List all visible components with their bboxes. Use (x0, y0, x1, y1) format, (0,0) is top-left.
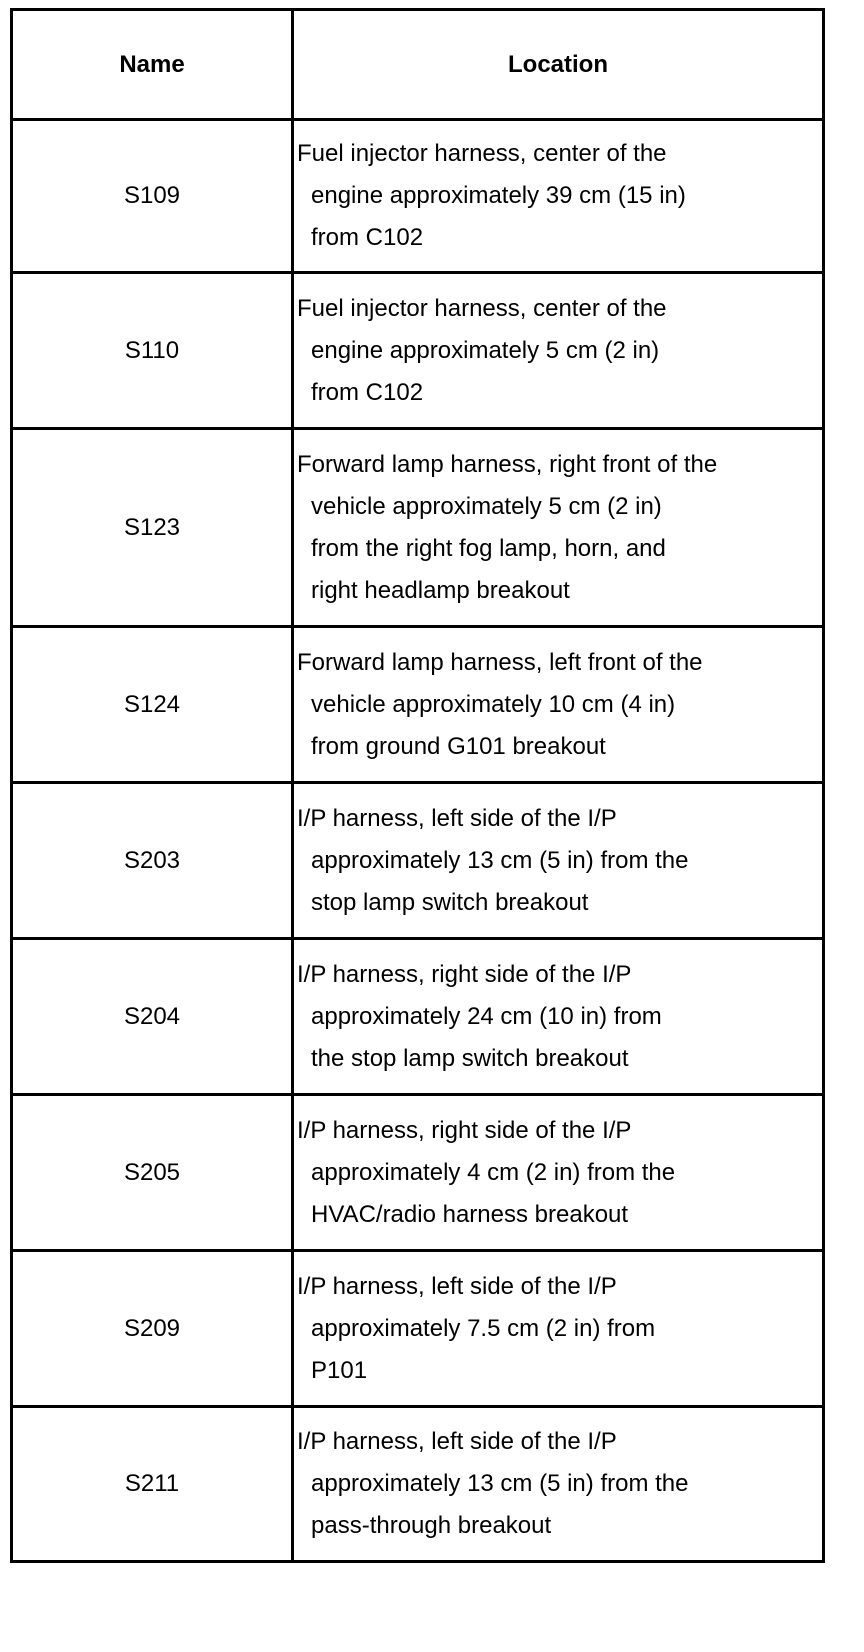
location-cell (294, 1408, 822, 1560)
location-column-header: Location (508, 50, 608, 78)
location-line: engine approximately 5 cm (2 in) (311, 336, 660, 364)
location-line: P101 (311, 1356, 368, 1384)
location-line: the stop lamp switch breakout (311, 1044, 629, 1072)
location-cell (294, 1252, 822, 1405)
splice-name-cell: S203 (13, 784, 294, 937)
table-row (13, 274, 822, 430)
location-line: right headlamp breakout (311, 576, 570, 604)
location-line: vehicle approximately 10 cm (4 in) (311, 690, 676, 718)
table-row (13, 430, 822, 628)
location-line: stop lamp switch breakout (311, 888, 589, 916)
table-row (13, 784, 822, 940)
location-line: I/P harness, left side of the I/P (297, 1272, 617, 1300)
location-line: from C102 (311, 378, 424, 406)
table-row (13, 628, 822, 784)
splice-name-cell: S110 (13, 274, 294, 427)
splice-location-table (10, 8, 825, 1563)
location-line: from C102 (311, 224, 424, 251)
location-cell (294, 274, 822, 427)
table-row (13, 1252, 822, 1408)
location-line: approximately 13 cm (5 in) from the (311, 846, 689, 874)
location-cell (294, 121, 822, 271)
splice-name-cell: S123 (13, 430, 294, 625)
table-row (13, 1408, 822, 1563)
splice-name-cell: S109 (13, 121, 294, 271)
location-line: from ground G101 breakout (311, 732, 606, 760)
location-line: Fuel injector harness, center of the (297, 140, 667, 167)
location-line: approximately 4 cm (2 in) from the (311, 1158, 676, 1186)
location-line: HVAC/radio harness breakout (311, 1200, 629, 1228)
splice-name-cell: S124 (13, 628, 294, 781)
location-cell (294, 430, 822, 625)
table-header-row (13, 11, 822, 121)
location-line: from the right fog lamp, horn, and (311, 534, 666, 562)
location-line: pass-through breakout (311, 1512, 552, 1539)
location-cell (294, 784, 822, 937)
location-line: approximately 24 cm (10 in) from (311, 1002, 662, 1030)
location-line: approximately 13 cm (5 in) from the (311, 1470, 689, 1497)
location-line: Forward lamp harness, right front of the (297, 450, 718, 478)
location-line: I/P harness, right side of the I/P (297, 1116, 632, 1144)
location-cell (294, 628, 822, 781)
name-column-header: Name (13, 11, 294, 118)
splice-name-cell: S209 (13, 1252, 294, 1405)
table-row (13, 1096, 822, 1252)
location-line: Forward lamp harness, left front of the (297, 648, 703, 676)
location-line: I/P harness, left side of the I/P (297, 1428, 617, 1455)
location-line: Fuel injector harness, center of the (297, 294, 667, 322)
location-line: engine approximately 39 cm (15 in) (311, 182, 686, 209)
table-row (13, 940, 822, 1096)
location-line: I/P harness, left side of the I/P (297, 804, 617, 832)
location-line: vehicle approximately 5 cm (2 in) (311, 492, 662, 520)
location-line: I/P harness, right side of the I/P (297, 960, 632, 988)
splice-name-cell: S204 (13, 940, 294, 1093)
location-cell (294, 940, 822, 1093)
splice-name-cell: S205 (13, 1096, 294, 1249)
location-cell (294, 1096, 822, 1249)
splice-name-cell: S211 (13, 1408, 294, 1560)
table-row (13, 121, 822, 274)
location-line: approximately 7.5 cm (2 in) from (311, 1314, 656, 1342)
